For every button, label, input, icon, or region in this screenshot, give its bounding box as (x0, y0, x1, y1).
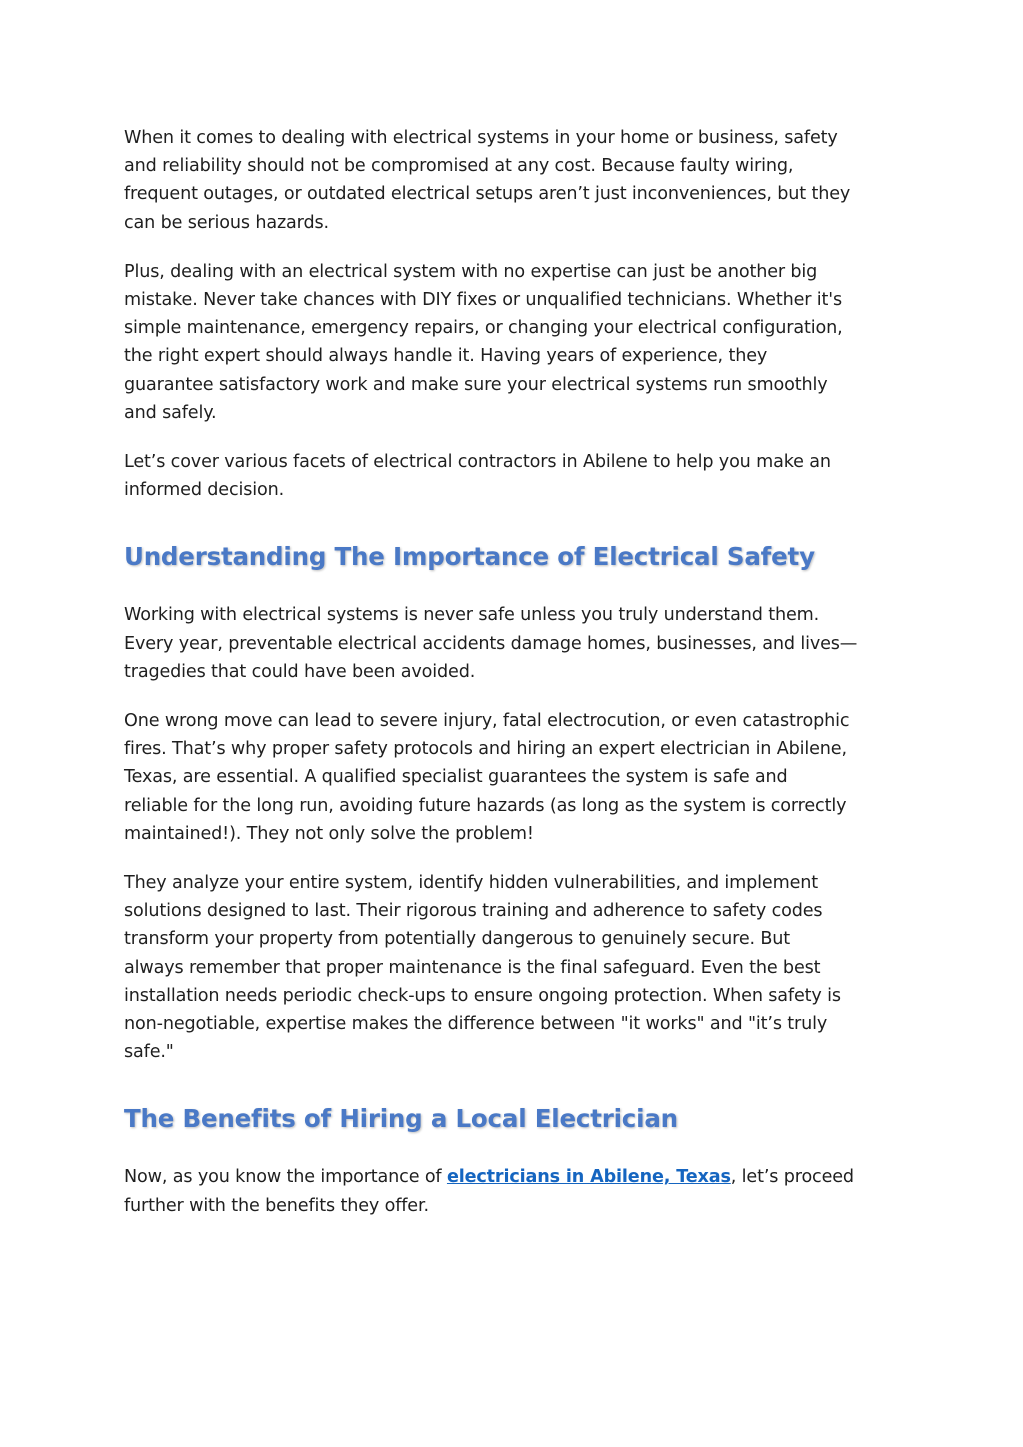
safety-paragraph-1: Working with electrical systems is never safe unless you truly understand them. Every year, preventable electrical accidents damage homes, businesses, and lives— tragedies that could have been avoided. (124, 605, 858, 682)
benefits-text-before-link: Now, as you know the importance of (124, 1167, 447, 1188)
safety-paragraph-3: They analyze your entire system, identify hidden vulnerabilities, and implement solutions designed to last. Their rigorous training and adherence to safety codes transform your property from potentially dangerous to genuinely secure. But always remember that proper maintenance is the final safeguard. Even the best installation needs periodic check-ups to ensure ongoing protection. When safety is non-negotiable, expertise makes the difference between "it works" and "it’s truly safe." (124, 873, 841, 1063)
intro-paragraph-3: Let’s cover various facets of electrical contractors in Abilene to help you make an informed decision. (124, 452, 831, 501)
benefits-text-after-link: , let’s proceed further with the benefits they offer. (124, 1167, 854, 1216)
electricians-abilene-link[interactable]: electricians in Abilene, Texas (446, 1167, 731, 1188)
section-heading-local-electrician: The Benefits of Hiring a Local Electrician (124, 1104, 678, 1134)
document-body (124, 124, 904, 1220)
intro-paragraph-2: Plus, dealing with an electrical system with no expertise can just be another big mistake. Never take chances with DIY fixes or unqualified technicians. Whether it's simple maintenance, emergency repairs, or changing your electrical configuration, the right expert should always handle it. Having years of experience, they guarantee satisfactory work and make sure your electrical systems run smoothly and safely. (124, 261, 843, 423)
safety-paragraph-2: One wrong move can lead to severe injury, fatal electrocution, or even catastrophic fires. That’s why proper safety protocols and hiring an expert electrician in Abilene, Texas, are essential. A qualified specialist guarantees the system is safe and reliable for the long run, avoiding future hazards (as long as the system is correctly maintained!). They not only solve the problem! (124, 711, 850, 844)
intro-paragraph-1: When it comes to dealing with electrical systems in your home or business, safety and reliability should not be compromised at any cost. Because faulty wiring, frequent outages, or outdated electrical setups aren’t just inconveniences, but they can be serious hazards. (124, 128, 851, 233)
section-heading-electrical-safety: Understanding The Importance of Electrical Safety (124, 542, 815, 572)
benefits-intro-paragraph (124, 1163, 904, 1219)
